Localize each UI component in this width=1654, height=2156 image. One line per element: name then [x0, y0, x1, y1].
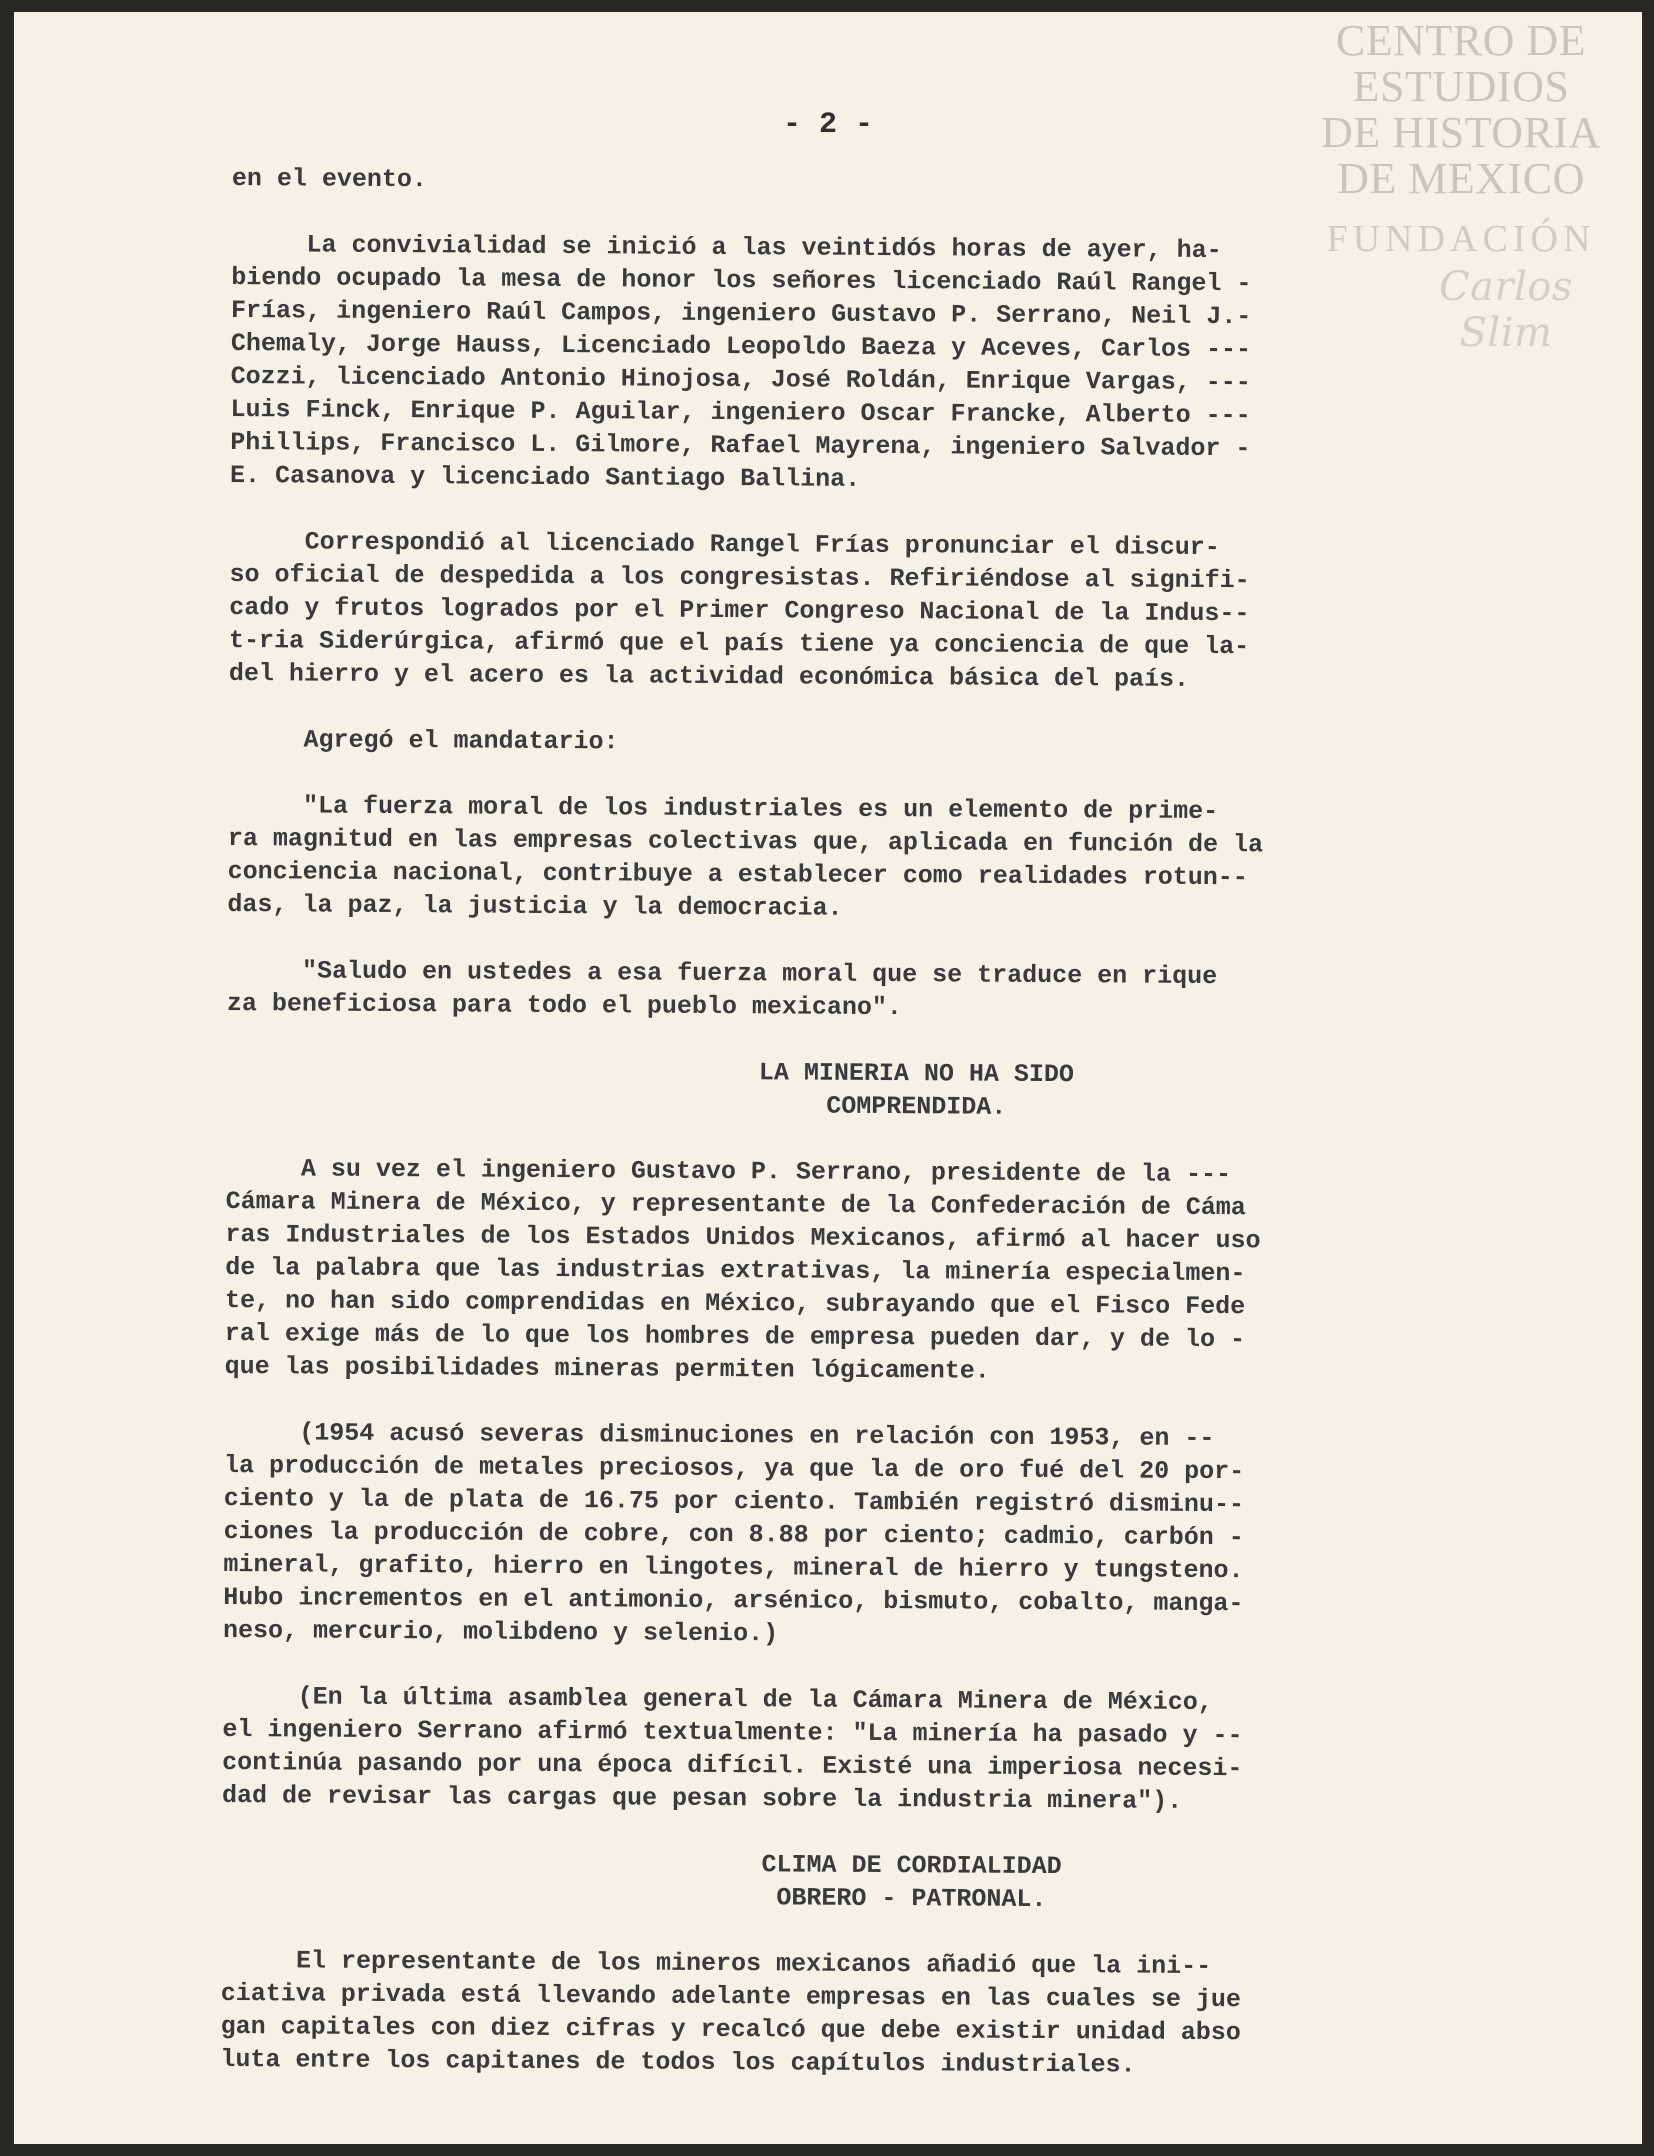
text-line: E. Casanova y licenciado Santiago Ballina. [229, 460, 861, 494]
text-line: Phillips, Francisco L. Gilmore, Rafael Mayrena, ingeniero Salvador - [230, 427, 1251, 464]
text-line: La convivialidad se inició a las veintidós horas de ayer, ha- [231, 229, 1222, 266]
text-line: Cozzi, licenciado Antonio Hinojosa, José Roldán, Enrique Vargas, --- [230, 361, 1251, 398]
text-line: mineral, grafito, hierro en lingotes, mineral de hierro y tungsteno. [223, 1549, 1244, 1586]
text-line: El representante de los mineros mexicanos añadió que la ini-- [220, 1945, 1212, 1982]
text-line: continúa pasando por una época difícil. Existé una imperiosa necesi- [222, 1747, 1243, 1784]
text-line: del hierro y el acero es la actividad económica básica del país. [228, 658, 1190, 694]
text-line: A su vez el ingeniero Gustavo P. Serrano, presidente de la --- [225, 1153, 1232, 1190]
typewritten-text [220, 162, 1572, 2084]
text-line: Cámara Minera de México, y representante de la Confederación de Cáma [225, 1186, 1246, 1223]
text-line: Luis Finck, Enrique P. Aguilar, ingeniero Oscar Francke, Alberto --- [230, 394, 1251, 431]
text-line: ciativa privada está llevando adelante empresas en las cuales se jue [220, 1978, 1242, 2015]
watermark-foundation: FUNDACIÓN [1326, 218, 1596, 260]
text-line: te, no han sido comprendidas en México, subrayando que el Fisco Fede [224, 1285, 1246, 1322]
document-page [14, 12, 1642, 2144]
text-line: Hubo incrementos en el antimonio, arsénico, bismuto, cobalto, manga- [223, 1582, 1244, 1619]
text-line: (1954 acusó severas disminuciones en relación con 1953, en -- [224, 1417, 1215, 1454]
text-line: la producción de metales preciosos, ya que la de oro fué del 20 por- [223, 1450, 1245, 1487]
text-line: luta entre los capitanes de todos los capítulos industriales. [220, 2044, 1136, 2080]
watermark-signature: Carlos Slim [1439, 264, 1573, 356]
text-line: Agregó el mandatario: [228, 724, 619, 757]
section-heading: LA MINERIA NO HA SIDO [758, 1058, 1075, 1090]
text-line: neso, mercurio, molibdeno y selenio.) [222, 1615, 779, 1649]
text-line: das, la paz, la justicia y la democracia. [227, 889, 843, 923]
section-heading: CLIMA DE CORDIALIDAD [761, 1850, 1062, 1882]
text-line: ciones la producción de cobre, con 8.88 por ciento; cadmio, carbón - [223, 1516, 1244, 1553]
text-line: ciento y la de plata de 16.75 por ciento. También registró disminu-- [223, 1483, 1245, 1520]
text-line: ras Industriales de los Estados Unidos Mexicanos, afirmó al hacer uso [225, 1219, 1261, 1256]
text-line: cado y frutos logrados por el Primer Congreso Nacional de la Indus-- [229, 592, 1250, 629]
text-line: gan capitales con diez cifras y recalcó que debe existir unidad abso [220, 2011, 1241, 2048]
text-line: de la palabra que las industrias extrativas, la minería especialmen- [225, 1252, 1246, 1289]
text-line: que las posibilidades mineras permiten lógicamente. [224, 1351, 990, 1386]
text-line: ral exige más de lo que los hombres de empresa pueden dar, y de lo - [224, 1318, 1246, 1355]
text-line: Frías, ingeniero Raúl Campos, ingeniero Gustavo P. Serrano, Neil J.- [231, 295, 1252, 332]
watermark-line: CENTRO DE [1335, 16, 1587, 65]
text-line: en el evento. [231, 163, 428, 195]
text-line: (En la última asamblea general de la Cámara Minera de México, [222, 1681, 1213, 1718]
watermark-line: DE MEXICO [1337, 154, 1585, 203]
text-line: biendo ocupado la mesa de honor los señores licenciado Raúl Rangel - [231, 262, 1252, 299]
text-line: za beneficiosa para todo el pueblo mexicano". [226, 988, 903, 1023]
text-line: conciencia nacional, contribuye a establecer como realidades rotun-- [227, 856, 1248, 893]
text-line: dad de revisar las cargas que pesan sobre la industria minera"). [221, 1780, 1183, 1816]
text-line: so oficial de despedida a los congresistas. Refiriéndose al signifi- [229, 559, 1250, 596]
text-line: Chemaly, Jorge Hauss, Licenciado Leopoldo Baeza y Aceves, Carlos --- [230, 328, 1252, 365]
text-line: t-ria Siderúrgica, afirmó que el país tiene ya conciencia de que la- [228, 625, 1250, 662]
text-line: Correspondió al licenciado Rangel Frías pronunciar el discur- [229, 526, 1220, 563]
text-line: el ingeniero Serrano afirmó textualmente: "La minería ha pasado y -- [222, 1714, 1243, 1751]
watermark-line: DE HISTORIA [1321, 108, 1601, 157]
section-heading: OBRERO - PATRONAL. [776, 1883, 1047, 1915]
text-line: ra magnitud en las empresas colectivas que, aplicada en función de la [227, 823, 1264, 860]
page-number: - 2 - [782, 108, 873, 142]
section-heading: COMPRENDIDA. [826, 1091, 1007, 1122]
text-line: "La fuerza moral de los industriales es un elemento de prime- [227, 790, 1219, 827]
text-line: "Saludo en ustedes a esa fuerza moral que se traduce en rique [226, 955, 1218, 992]
watermark-line: ESTUDIOS [1352, 62, 1570, 111]
